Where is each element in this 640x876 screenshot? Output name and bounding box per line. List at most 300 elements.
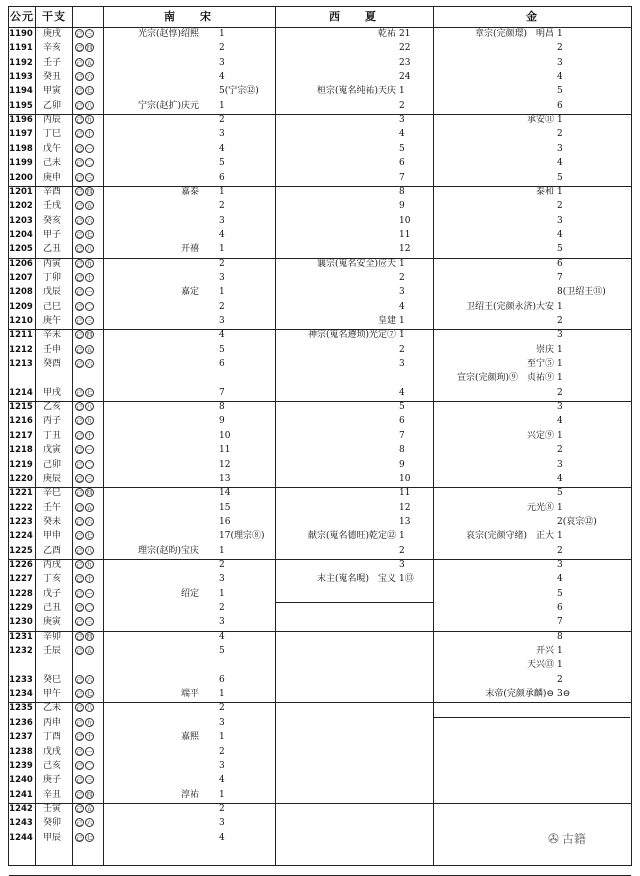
year-cell: 1236 bbox=[9, 717, 33, 728]
circled-numeral: 二 bbox=[86, 461, 93, 469]
year-cell: 1237 bbox=[9, 732, 33, 743]
cycle-markers bbox=[75, 273, 115, 284]
xia-era-year: 2 bbox=[399, 344, 405, 355]
song-era-year: 5 bbox=[219, 158, 225, 169]
circled-numeral: 五 bbox=[86, 504, 93, 512]
jin-era-name: 崇庆 bbox=[535, 344, 554, 355]
cycle-markers bbox=[75, 833, 115, 844]
circled-numeral: 己 bbox=[76, 461, 83, 469]
group-divider bbox=[9, 329, 631, 330]
circled-numeral: 己 bbox=[76, 805, 83, 813]
ganzhi-cell: 壬寅 bbox=[43, 803, 62, 814]
xia-era-year: 8 bbox=[399, 186, 405, 197]
xia-era-year: 11 bbox=[399, 488, 411, 499]
circled-numeral: 己 bbox=[76, 274, 83, 282]
song-era-year: 2 bbox=[219, 258, 225, 269]
circled-numeral: 己 bbox=[76, 590, 83, 598]
circled-numeral: 九 bbox=[86, 719, 93, 727]
group-divider bbox=[9, 258, 631, 259]
circled-numeral: 己 bbox=[76, 648, 83, 656]
group-divider bbox=[9, 803, 631, 804]
song-era-year: 4 bbox=[219, 330, 225, 341]
xia-era-year: 10 bbox=[399, 215, 411, 226]
xia-era-year: 24 bbox=[399, 72, 411, 83]
ganzhi-cell: 戊辰 bbox=[43, 287, 62, 298]
xia-era-name: 献宗(嵬名德旺)乾定⑫ bbox=[307, 531, 396, 542]
year-cell: 1230 bbox=[9, 617, 33, 628]
cycle-markers bbox=[75, 201, 115, 212]
song-era-year: 14 bbox=[219, 488, 231, 499]
year-cell: 1209 bbox=[9, 301, 33, 312]
circled-numeral: 己 bbox=[76, 605, 83, 612]
xia-era-year: 23 bbox=[399, 57, 411, 68]
circled-numeral: 三 bbox=[86, 475, 93, 483]
xia-era-name: 乾祐 bbox=[377, 29, 396, 39]
xia-era-year: 1 bbox=[399, 531, 405, 542]
circled-numeral: 己 bbox=[76, 318, 83, 325]
ganzhi-cell: 戊戌 bbox=[43, 746, 62, 757]
circled-numeral: 己 bbox=[76, 102, 83, 110]
xia-era-year: 4 bbox=[399, 387, 405, 398]
cycle-markers bbox=[75, 574, 115, 585]
year-cell: 1225 bbox=[9, 545, 33, 556]
circled-numeral: 四 bbox=[86, 490, 93, 498]
song-era-name: 光宗(赵惇)绍熙 bbox=[137, 29, 199, 39]
circled-numeral: 己 bbox=[76, 547, 83, 555]
jin-era-year: 1 bbox=[557, 430, 563, 441]
cycle-markers bbox=[75, 747, 115, 758]
jin-era-year: 5 bbox=[557, 588, 563, 599]
ganzhi-cell: 戊寅 bbox=[43, 445, 62, 456]
cycle-markers bbox=[75, 560, 115, 571]
circled-numeral: 己 bbox=[76, 518, 83, 526]
year-cell: 1242 bbox=[9, 803, 33, 814]
circled-numeral: 四 bbox=[86, 633, 93, 641]
circled-numeral: 己 bbox=[76, 762, 83, 770]
xia-era-name: 皇建 bbox=[377, 316, 396, 326]
cycle-markers bbox=[75, 230, 115, 241]
group-divider bbox=[9, 401, 631, 402]
song-era-year: 4 bbox=[219, 775, 225, 786]
circled-numeral: 七 bbox=[86, 834, 93, 842]
circled-numeral: 己 bbox=[76, 691, 83, 699]
song-era-name: 端平 bbox=[180, 689, 199, 700]
song-era-year: 5(宁宗⑫) bbox=[219, 86, 259, 97]
circled-numeral: 八 bbox=[86, 404, 93, 412]
circled-numeral: 一 bbox=[86, 748, 93, 756]
circled-numeral: 己 bbox=[76, 633, 83, 641]
jin-era-year: 5 bbox=[557, 488, 563, 499]
circled-numeral: 七 bbox=[86, 88, 93, 96]
circled-numeral: 十 bbox=[86, 576, 93, 584]
year-cell: 1226 bbox=[9, 559, 33, 570]
circled-numeral: 己 bbox=[76, 203, 83, 211]
song-era-year: 11 bbox=[219, 445, 231, 456]
ganzhi-cell: 丁卯 bbox=[43, 272, 62, 283]
year-cell: 1240 bbox=[9, 775, 33, 786]
cycle-markers bbox=[75, 474, 115, 485]
year-cell: 1201 bbox=[9, 186, 33, 197]
song-era-name: 淳祐 bbox=[180, 789, 199, 800]
xia-era-year: 7 bbox=[399, 430, 405, 441]
circled-numeral: 六 bbox=[86, 217, 93, 225]
ganzhi-cell: 辛巳 bbox=[43, 488, 62, 499]
ganzhi-cell: 丁丑 bbox=[43, 430, 62, 441]
jin-era-year: 4 bbox=[557, 72, 563, 83]
circled-numeral: 己 bbox=[76, 361, 83, 369]
circled-numeral: 己 bbox=[76, 303, 83, 311]
jin-era-year: 5 bbox=[557, 86, 563, 97]
circled-numeral: 五 bbox=[86, 346, 93, 354]
ganzhi-cell: 丁酉 bbox=[43, 732, 62, 743]
column-divider bbox=[433, 7, 434, 865]
circled-numeral: 己 bbox=[76, 533, 83, 541]
song-era-year: 16 bbox=[219, 516, 231, 527]
year-cell: 1202 bbox=[9, 201, 33, 212]
year-cell: 1200 bbox=[9, 172, 33, 183]
ganzhi-cell: 辛卯 bbox=[43, 631, 62, 642]
circled-numeral: 己 bbox=[76, 705, 83, 713]
circled-numeral: 八 bbox=[86, 246, 93, 254]
year-cell: 1195 bbox=[9, 100, 33, 111]
year-cell: 1198 bbox=[9, 143, 33, 154]
xia-era-year: 6 bbox=[399, 416, 405, 427]
header-jin: 金 bbox=[526, 10, 538, 23]
ganzhi-cell: 甲子 bbox=[43, 229, 62, 240]
year-cell: 1221 bbox=[9, 488, 33, 499]
circled-numeral: 己 bbox=[76, 45, 83, 53]
circled-numeral: 三 bbox=[86, 619, 93, 627]
xia-era-name: 末主(嵬名晛) 宝义 bbox=[316, 574, 396, 585]
cycle-markers bbox=[75, 330, 115, 341]
circled-numeral: 己 bbox=[76, 576, 83, 584]
circled-numeral: 八 bbox=[86, 705, 93, 713]
watermark-text: 古籍 bbox=[561, 832, 586, 846]
song-era-name: 嘉泰 bbox=[180, 186, 199, 197]
cycle-markers bbox=[75, 603, 115, 614]
column-divider bbox=[103, 7, 104, 865]
ganzhi-cell: 丙寅 bbox=[43, 258, 62, 269]
header-western-xia: 西 夏 bbox=[329, 10, 377, 23]
song-era-year: 15 bbox=[219, 502, 231, 513]
xia-era-year: 4 bbox=[399, 129, 405, 140]
year-cell: 1231 bbox=[9, 631, 33, 642]
circled-numeral: 七 bbox=[86, 389, 93, 397]
circled-numeral: 六 bbox=[86, 74, 93, 82]
xia-era-year: 3 bbox=[399, 287, 405, 298]
ganzhi-cell: 丁亥 bbox=[43, 574, 62, 585]
xia-era-year: 11 bbox=[399, 229, 411, 240]
jin-era-name: 章宗(完颜璟) 明昌 bbox=[474, 29, 554, 39]
song-era-year: 3 bbox=[219, 574, 225, 585]
cycle-markers bbox=[75, 416, 115, 427]
circled-numeral: 己 bbox=[76, 748, 83, 756]
song-era-year: 4 bbox=[219, 72, 225, 83]
circled-numeral: 己 bbox=[76, 88, 83, 96]
ganzhi-cell: 庚寅 bbox=[43, 617, 62, 628]
xia-era-year: 3 bbox=[399, 559, 405, 570]
song-era-year: 3 bbox=[219, 129, 225, 140]
song-era-year: 4 bbox=[219, 229, 225, 240]
circled-numeral: 八 bbox=[86, 547, 93, 555]
ganzhi-cell: 壬申 bbox=[43, 344, 62, 355]
year-cell: 1208 bbox=[9, 287, 33, 298]
circled-numeral: 五 bbox=[86, 648, 93, 656]
circled-numeral: 八 bbox=[86, 102, 93, 110]
circled-numeral: 二 bbox=[86, 303, 93, 311]
song-era-year: 5 bbox=[219, 344, 225, 355]
ganzhi-cell: 壬子 bbox=[43, 57, 62, 68]
year-cell: 1211 bbox=[9, 330, 33, 341]
year-cell: 1217 bbox=[9, 430, 33, 441]
jin-era-year: 4 bbox=[557, 229, 563, 240]
jin-era-year: 7 bbox=[557, 617, 563, 628]
ganzhi-cell: 己丑 bbox=[43, 603, 62, 613]
cycle-markers bbox=[75, 675, 115, 686]
ganzhi-cell: 癸卯 bbox=[43, 818, 62, 829]
jin-era-year: 3 bbox=[557, 330, 563, 341]
circled-numeral: 九 bbox=[86, 260, 93, 268]
jin-era-name: 泰和 bbox=[535, 186, 554, 197]
group-divider bbox=[9, 875, 631, 876]
song-era-year: 3 bbox=[219, 215, 225, 226]
circled-numeral: 己 bbox=[76, 31, 83, 38]
song-era-year: 13 bbox=[219, 473, 231, 484]
circled-numeral: 己 bbox=[76, 174, 83, 182]
song-era-year: 2 bbox=[219, 746, 225, 757]
jin-era-year: 6 bbox=[557, 258, 563, 269]
xia-era-year: 12 bbox=[399, 502, 411, 513]
xia-era-year: 1 bbox=[399, 258, 405, 269]
xia-era-year: 6 bbox=[399, 158, 405, 169]
wechat-icon: ✇ bbox=[548, 832, 559, 847]
jin-era-year: 2 bbox=[557, 316, 563, 326]
circled-numeral: 二 bbox=[86, 605, 93, 612]
cycle-markers bbox=[75, 86, 115, 97]
ganzhi-cell: 癸丑 bbox=[43, 72, 62, 83]
xia-era-year: 4 bbox=[399, 301, 405, 312]
song-era-year: 1 bbox=[219, 287, 225, 298]
circled-numeral: 己 bbox=[76, 719, 83, 727]
circled-numeral: 己 bbox=[76, 231, 83, 239]
xia-era-name: 神宗(嵬名遵顼)光定⑦ bbox=[307, 330, 396, 341]
year-cell: 1215 bbox=[9, 402, 33, 413]
year-cell: 1220 bbox=[9, 473, 33, 484]
ganzhi-cell: 庚申 bbox=[43, 172, 62, 183]
circled-numeral: 四 bbox=[86, 332, 93, 340]
song-era-year: 5 bbox=[219, 646, 225, 657]
group-divider bbox=[9, 114, 631, 115]
song-era-year: 12 bbox=[219, 459, 231, 470]
cycle-markers bbox=[75, 617, 115, 628]
xia-era-year: 3 bbox=[399, 359, 405, 370]
circled-numeral: 己 bbox=[76, 217, 83, 225]
watermark bbox=[548, 830, 586, 847]
ganzhi-cell: 甲申 bbox=[43, 531, 62, 542]
group-divider bbox=[9, 559, 631, 560]
xia-era-year: 3 bbox=[399, 115, 405, 126]
xia-era-year: 9 bbox=[399, 459, 405, 470]
jin-era-year: 6 bbox=[557, 100, 563, 111]
xia-era-year: 8 bbox=[399, 445, 405, 456]
ganzhi-cell: 丁巳 bbox=[43, 129, 62, 140]
circled-numeral: 己 bbox=[76, 432, 83, 440]
ganzhi-cell: 癸亥 bbox=[43, 215, 62, 226]
song-era-year: 8 bbox=[219, 402, 225, 413]
jin-era-year: 1 bbox=[557, 359, 563, 370]
song-era-year: 1 bbox=[219, 789, 225, 800]
circled-numeral: 己 bbox=[76, 59, 83, 67]
song-era-year: 4 bbox=[219, 631, 225, 642]
circled-numeral: 己 bbox=[76, 504, 83, 512]
jin-era-name: 兴定⑨ bbox=[526, 430, 554, 441]
circled-numeral: 己 bbox=[76, 332, 83, 340]
cycle-markers bbox=[75, 345, 115, 356]
year-cell: 1196 bbox=[9, 115, 33, 126]
circled-numeral: 己 bbox=[76, 188, 83, 196]
song-era-year: 1 bbox=[219, 100, 225, 111]
year-cell: 1233 bbox=[9, 674, 33, 685]
song-era-year: 1 bbox=[219, 29, 225, 39]
year-cell: 1207 bbox=[9, 272, 33, 283]
xia-era-year: 1⑬ bbox=[399, 574, 414, 585]
xia-era-year: 21 bbox=[399, 29, 411, 39]
circled-numeral: 三 bbox=[86, 174, 93, 182]
song-era-year: 1 bbox=[219, 732, 225, 743]
jin-era-year: 2 bbox=[557, 445, 563, 456]
cycle-markers bbox=[75, 359, 115, 370]
cycle-markers bbox=[75, 216, 115, 227]
circled-numeral: 己 bbox=[76, 777, 83, 785]
ganzhi-cell: 乙酉 bbox=[43, 545, 62, 556]
circled-numeral: 己 bbox=[76, 619, 83, 627]
cycle-markers bbox=[75, 173, 115, 184]
xia-end-rule bbox=[275, 602, 433, 603]
jin-era-name: 末帝(完颜承麟)⊖ bbox=[485, 689, 554, 700]
jin-era-name: 哀宗(完颜守绪) 正大 bbox=[465, 531, 554, 542]
ganzhi-cell: 戊午 bbox=[43, 143, 62, 154]
ganzhi-cell: 甲辰 bbox=[43, 832, 62, 843]
jin-era-name: 开兴 bbox=[535, 646, 554, 657]
circled-numeral: 己 bbox=[76, 289, 83, 297]
xia-era-year: 5 bbox=[399, 143, 405, 154]
year-cell: 1197 bbox=[9, 129, 33, 140]
xia-era-name: 桓宗(嵬名纯祐)天庆 bbox=[316, 86, 396, 97]
jin-era-year: 4 bbox=[557, 416, 563, 427]
circled-numeral: 五 bbox=[86, 203, 93, 211]
circled-numeral: 己 bbox=[76, 676, 83, 684]
song-era-year: 2 bbox=[219, 201, 225, 212]
xia-era-year: 22 bbox=[399, 43, 411, 54]
xia-era-year: 1 bbox=[399, 316, 405, 326]
jin-era-year: 1 bbox=[557, 502, 563, 513]
circled-numeral: 七 bbox=[86, 231, 93, 239]
group-divider bbox=[9, 487, 631, 488]
song-era-year: 3 bbox=[219, 717, 225, 728]
circled-numeral: 己 bbox=[76, 418, 83, 426]
year-cell: 1199 bbox=[9, 158, 33, 169]
cycle-markers bbox=[75, 632, 115, 643]
ganzhi-cell: 甲戌 bbox=[43, 387, 62, 398]
year-cell: 1235 bbox=[9, 703, 33, 714]
year-cell: 1191 bbox=[9, 43, 33, 54]
cycle-markers bbox=[75, 388, 115, 399]
cycle-markers bbox=[75, 316, 115, 327]
jin-era-year: 3⊖ bbox=[557, 689, 571, 700]
ganzhi-cell: 庚子 bbox=[43, 775, 62, 786]
cycle-markers bbox=[75, 129, 115, 140]
jin-era-year: 2 bbox=[557, 674, 563, 685]
ganzhi-cell: 庚午 bbox=[43, 316, 62, 326]
cycle-markers bbox=[75, 259, 115, 270]
jin-era-year: 3 bbox=[557, 143, 563, 154]
circled-numeral: 己 bbox=[76, 490, 83, 498]
ganzhi-cell: 丙子 bbox=[43, 416, 62, 427]
xia-era-year: 2 bbox=[399, 100, 405, 111]
ganzhi-cell: 甲午 bbox=[43, 689, 62, 700]
cycle-markers bbox=[75, 818, 115, 829]
song-era-year: 2 bbox=[219, 703, 225, 714]
year-cell: 1204 bbox=[9, 229, 33, 240]
cycle-markers bbox=[75, 703, 115, 714]
ganzhi-cell: 辛酉 bbox=[43, 186, 62, 197]
year-cell: 1239 bbox=[9, 760, 33, 771]
song-era-year: 1 bbox=[219, 689, 225, 700]
circled-numeral: 六 bbox=[86, 676, 93, 684]
ganzhi-cell: 癸巳 bbox=[43, 674, 62, 685]
jin-era-name: 天兴⑬ bbox=[526, 660, 554, 671]
circled-numeral: 十 bbox=[86, 432, 93, 440]
ganzhi-cell: 甲寅 bbox=[43, 86, 62, 97]
cycle-markers bbox=[75, 804, 115, 815]
jin-era-year: 3 bbox=[557, 215, 563, 226]
jin-era-year: 1 bbox=[557, 115, 563, 126]
song-era-year: 1 bbox=[219, 545, 225, 556]
song-era-year: 1 bbox=[219, 244, 225, 255]
year-cell: 1214 bbox=[9, 387, 33, 398]
song-era-year: 1 bbox=[219, 186, 225, 197]
cycle-markers bbox=[75, 43, 115, 54]
circled-numeral: 七 bbox=[86, 533, 93, 541]
circled-numeral: 三 bbox=[86, 777, 93, 785]
xia-era-year: 9 bbox=[399, 201, 405, 212]
header-divider bbox=[9, 27, 631, 28]
circled-numeral: 六 bbox=[86, 361, 93, 369]
cycle-markers bbox=[75, 646, 115, 657]
year-cell: 1228 bbox=[9, 588, 33, 599]
jin-era-year: 2 bbox=[557, 387, 563, 398]
song-era-year: 2 bbox=[219, 301, 225, 312]
song-era-year: 10 bbox=[219, 430, 231, 441]
cycle-markers bbox=[75, 431, 115, 442]
group-divider bbox=[9, 702, 631, 703]
xia-era-year: 13 bbox=[399, 516, 411, 527]
cycle-markers bbox=[75, 158, 115, 169]
jin-era-year: 5 bbox=[557, 172, 563, 183]
ganzhi-cell: 辛丑 bbox=[43, 789, 62, 800]
jin-era-year: 2 bbox=[557, 43, 563, 54]
cycle-markers bbox=[75, 115, 115, 126]
jin-era-name: 宣宗(完颜珣)⑨ 贞祐⑨ bbox=[456, 373, 554, 384]
column-divider bbox=[72, 7, 73, 865]
year-cell: 1232 bbox=[9, 646, 33, 657]
ganzhi-cell: 庚辰 bbox=[43, 473, 62, 484]
group-divider bbox=[9, 631, 631, 632]
year-cell: 1192 bbox=[9, 57, 33, 68]
ganzhi-cell: 乙丑 bbox=[43, 244, 62, 255]
song-era-name: 开禧 bbox=[180, 244, 199, 255]
year-cell: 1229 bbox=[9, 603, 33, 613]
